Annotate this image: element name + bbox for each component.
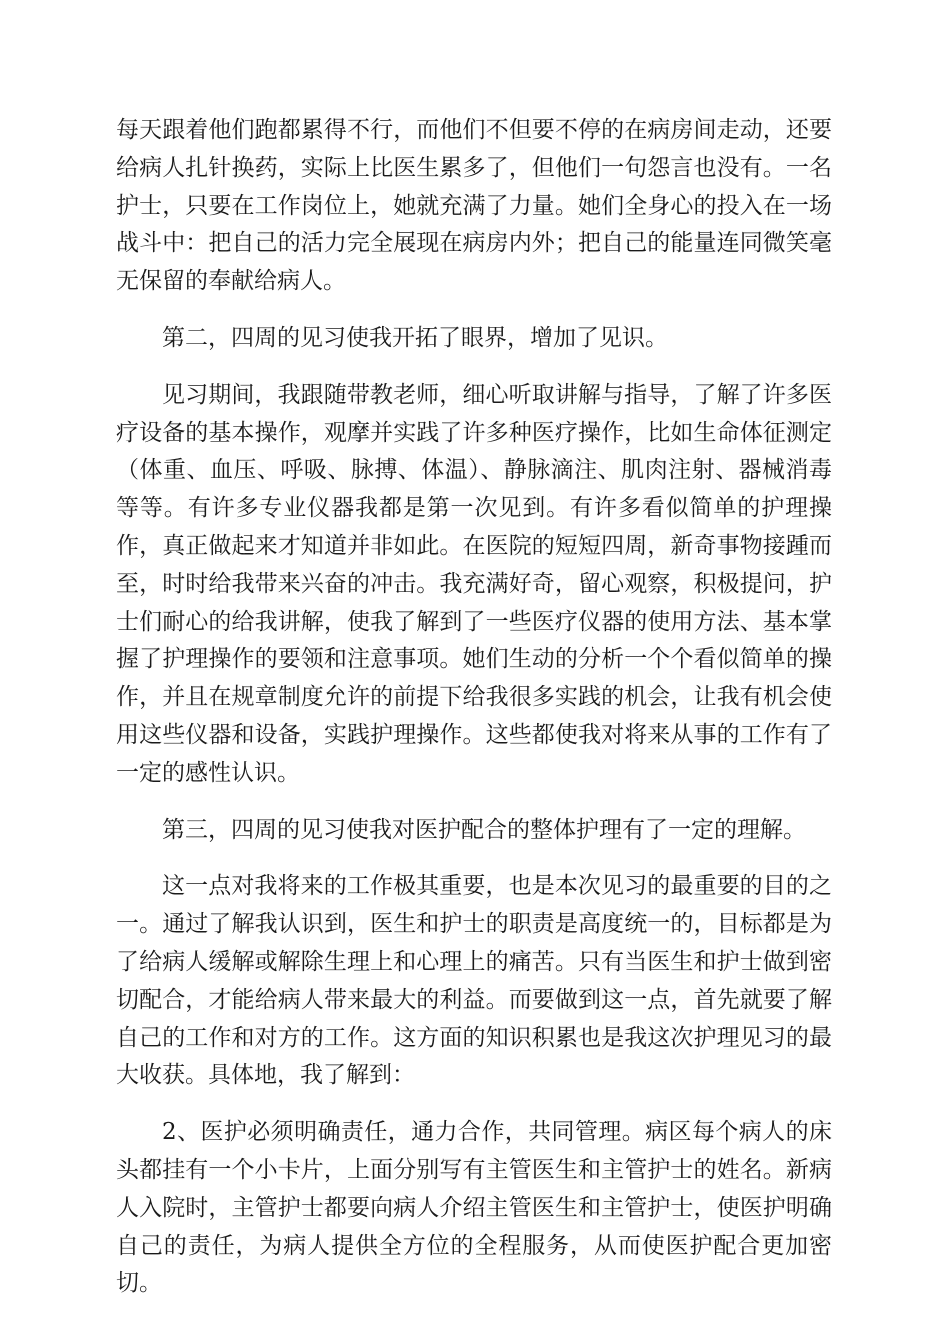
paragraph-heading-second: 第二，四周的见习使我开拓了眼界，增加了见识。 [162, 324, 668, 351]
paragraph-cooperation: 这一点对我将来的工作极其重要，也是本次见习的最重要的目的之一。通过了解我认识到，医生和护士的职责是高度统一的，目标都是为了给病人缓解或解除生理上和心理上的痛苦。只有当医生和护士做到密切配合，才能给病人带来最大的利益。而要做到这一点，首先就要了解自己的工作和对方的工作。这方面的知识积累也是我这次护理见习的最大收获。具体地，我了解到： [116, 873, 832, 1089]
paragraph-internship-details: 见习期间，我跟随带教老师，细心听取讲解与指导，了解了许多医疗设备的基本操作，观摩并实践了许多种医疗操作，比如生命体征测定（体重、血压、呼吸、脉搏、体温）、静脉滴注、肌肉注射、器械消毒等等。有许多专业仪器我都是第一次见到。有许多看似简单的护理操作，真正做起来才知道并非如此。在医院的短短四周，新奇事物接踵而至，时时给我带来兴奋的冲击。我充满好奇，留心观察，积极提问，护士们耐心的给我讲解，使我了解到了一些医疗仪器的使用方法、基本掌握了护理操作的要领和注意事项。她们生动的分析一个个看似简单的操作，并且在规章制度允许的前提下给我很多实践的机会，让我有机会使用这些仪器和设备，实践护理操作。这些都使我对将来从事的工作有了一定的感性认识。 [116, 381, 832, 786]
document-body [116, 112, 832, 1322]
paragraph-point-2: 2、医护必须明确责任，通力合作，共同管理。病区每个病人的床头都挂有一个小卡片，上面分别写有主管医生和主管护士的姓名。新病人入院时，主管护士都要向病人介绍主管医生和主管护士，使医护明确自己的责任，为病人提供全方位的全程服务，从而使医护配合更加密切。 [116, 1119, 832, 1297]
paragraph-continuation: 每天跟着他们跑都累得不行，而他们不但要不停的在病房间走动，还要给病人扎针换药，实际上比医生累多了，但他们一句怨言也没有。一名护士，只要在工作岗位上，她就充满了力量。她们全身心的投入在一场战斗中：把自己的活力完全展现在病房内外；把自己的能量连同微笑毫无保留的奉献给病人。 [116, 117, 832, 295]
paragraph-heading-third: 第三，四周的见习使我对医护配合的整体护理有了一定的理解。 [162, 816, 806, 843]
